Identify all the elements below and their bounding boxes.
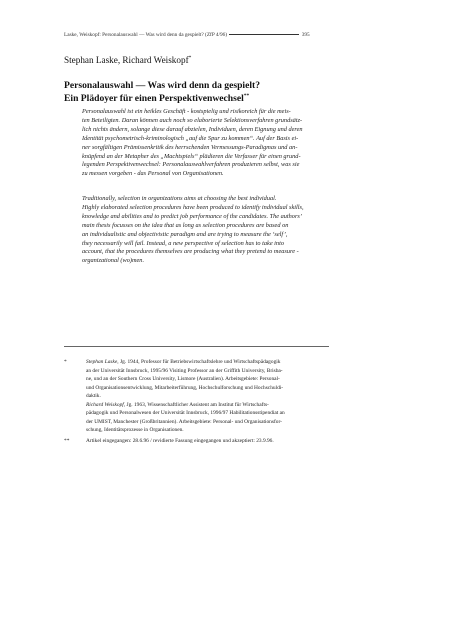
footnote-line (86, 358, 388, 367)
footnote-line: schung, Identitätsprozesse in Organisationen. (86, 427, 184, 433)
title-line-2 (64, 92, 394, 105)
running-head-text: Laske, Weiskopf: Personalauswahl — Was wird denn da gespielt? (ZfP 4/96) (64, 32, 228, 38)
abstract-line: knüpfend an der Metapher des „Machtspiels“ plädieren die Verfasser für einen grund- (82, 152, 301, 160)
page-number: 395 (301, 32, 310, 38)
abstract-english (82, 195, 382, 266)
abstract-line: lich nichts ändern, solange diese darauf abzielen, Individuen, deren Eignung und deren (82, 125, 303, 133)
abstract-line: main thesis focusses on the idea that as long as selection procedures are based on (82, 221, 289, 229)
footnote-text: Jg. 1944, Professor für Betriebswirtschaftslehre und Wirtschaftspädagogik (118, 359, 281, 365)
author-name: Richard Weiskopf, (86, 401, 126, 408)
abstract-line: Traditionally, selection in organizations aims at choosing the best individual. (82, 195, 277, 202)
footnote-line: daktik. (86, 393, 101, 399)
title-line-2-text: Ein Plädoyer für einen Perspektivenwechsel (64, 93, 244, 104)
author-footnote-mark: * (188, 55, 192, 61)
author-names: Stephan Laske, Richard Weiskopf (64, 55, 189, 65)
footnote-mark: * (64, 359, 67, 365)
footnote-line: Artikel eingegangen: 28.6.96 / revidierte Fassung eingegangen und akzeptiert: 23.9.96. (86, 438, 274, 444)
footnote-article-body (86, 437, 388, 446)
author-name: Stephan Laske, (86, 359, 119, 365)
abstract-line: ner sorgfältigen Prämissenkritik des herrschenden Vermessungs-Paradigmas und an- (82, 143, 298, 151)
abstract-line: zu messen vorgeben - das Personal von Organisationen. (82, 170, 224, 178)
running-head (64, 32, 388, 38)
abstract-line: organizational (wo)men. (82, 257, 145, 265)
footnote-line: ne, und an der Southern Cross University, Lismore (Australien). Arbeitsgebiete: Personal- (86, 376, 280, 382)
abstract-german (82, 108, 382, 179)
abstract-line: ten Beteiligten. Daran können auch noch so elaborierte Selektionsverfahren grundsätz- (82, 116, 303, 124)
abstract-line: knowledge and abilities and to predict job performance of the candidates. The authors’ (82, 212, 302, 220)
abstract-line: an individualistic and objectivistic paradigm and are trying to measure the ‘self’, (82, 230, 288, 238)
title-line-1: Personalauswahl — Was wird denn da gespielt? (64, 80, 260, 91)
abstract-line: legenden Perspektivenwechsel: Personalauswahlverfahren produzieren selbst, was sie (82, 161, 300, 169)
footnote-line (86, 401, 388, 410)
footnote-line: pädagogik und Personalwesen der Universität Innsbruck, 1996/97 Habilitationsstipendiat an (86, 410, 285, 416)
footnote-line: der UMIST, Manchester (Großbritannien). Arbeitsgebiete: Personal- und Organisationsfor- (86, 418, 282, 425)
footnote-mark: ** (64, 438, 70, 444)
title-footnote-mark: ** (243, 93, 250, 99)
abstract-line: Personalauswahl ist ein heikles Geschäft - kostspielig und risikoreich für die meis- (82, 108, 291, 115)
abstract-line: they necessarily will fail. Instead, a new perspective of selection has to take into (82, 239, 284, 247)
footnote-text: Jg. 1963, Wissenschaftlicher Assistent am Institut für Wirtschafts- (125, 401, 269, 408)
running-head-rule (229, 34, 299, 35)
article-title (64, 79, 394, 105)
footnote-line: an der Universität Innsbruck, 1995/96 Visiting Professor an der Griffith University, Brisba- (86, 367, 283, 374)
abstract-line: account, that the procedures themselves are producing what they pretend to measure - (82, 248, 299, 256)
abstract-line: Identität psychometrisch-kriminologisch „auf die Spur zu kommen“. Auf der Basis ei- (82, 134, 299, 142)
footnote-line: und Organisationsentwicklung, Mitarbeiterführung, Hochschulforschung und Hochschuldi- (86, 384, 284, 391)
footnote-author-bios (86, 358, 388, 435)
abstract-line: Highly elaborated selection procedures have been produced to identify individual skills, (82, 203, 304, 211)
author-line (64, 55, 191, 65)
footnote-separator (64, 346, 329, 347)
